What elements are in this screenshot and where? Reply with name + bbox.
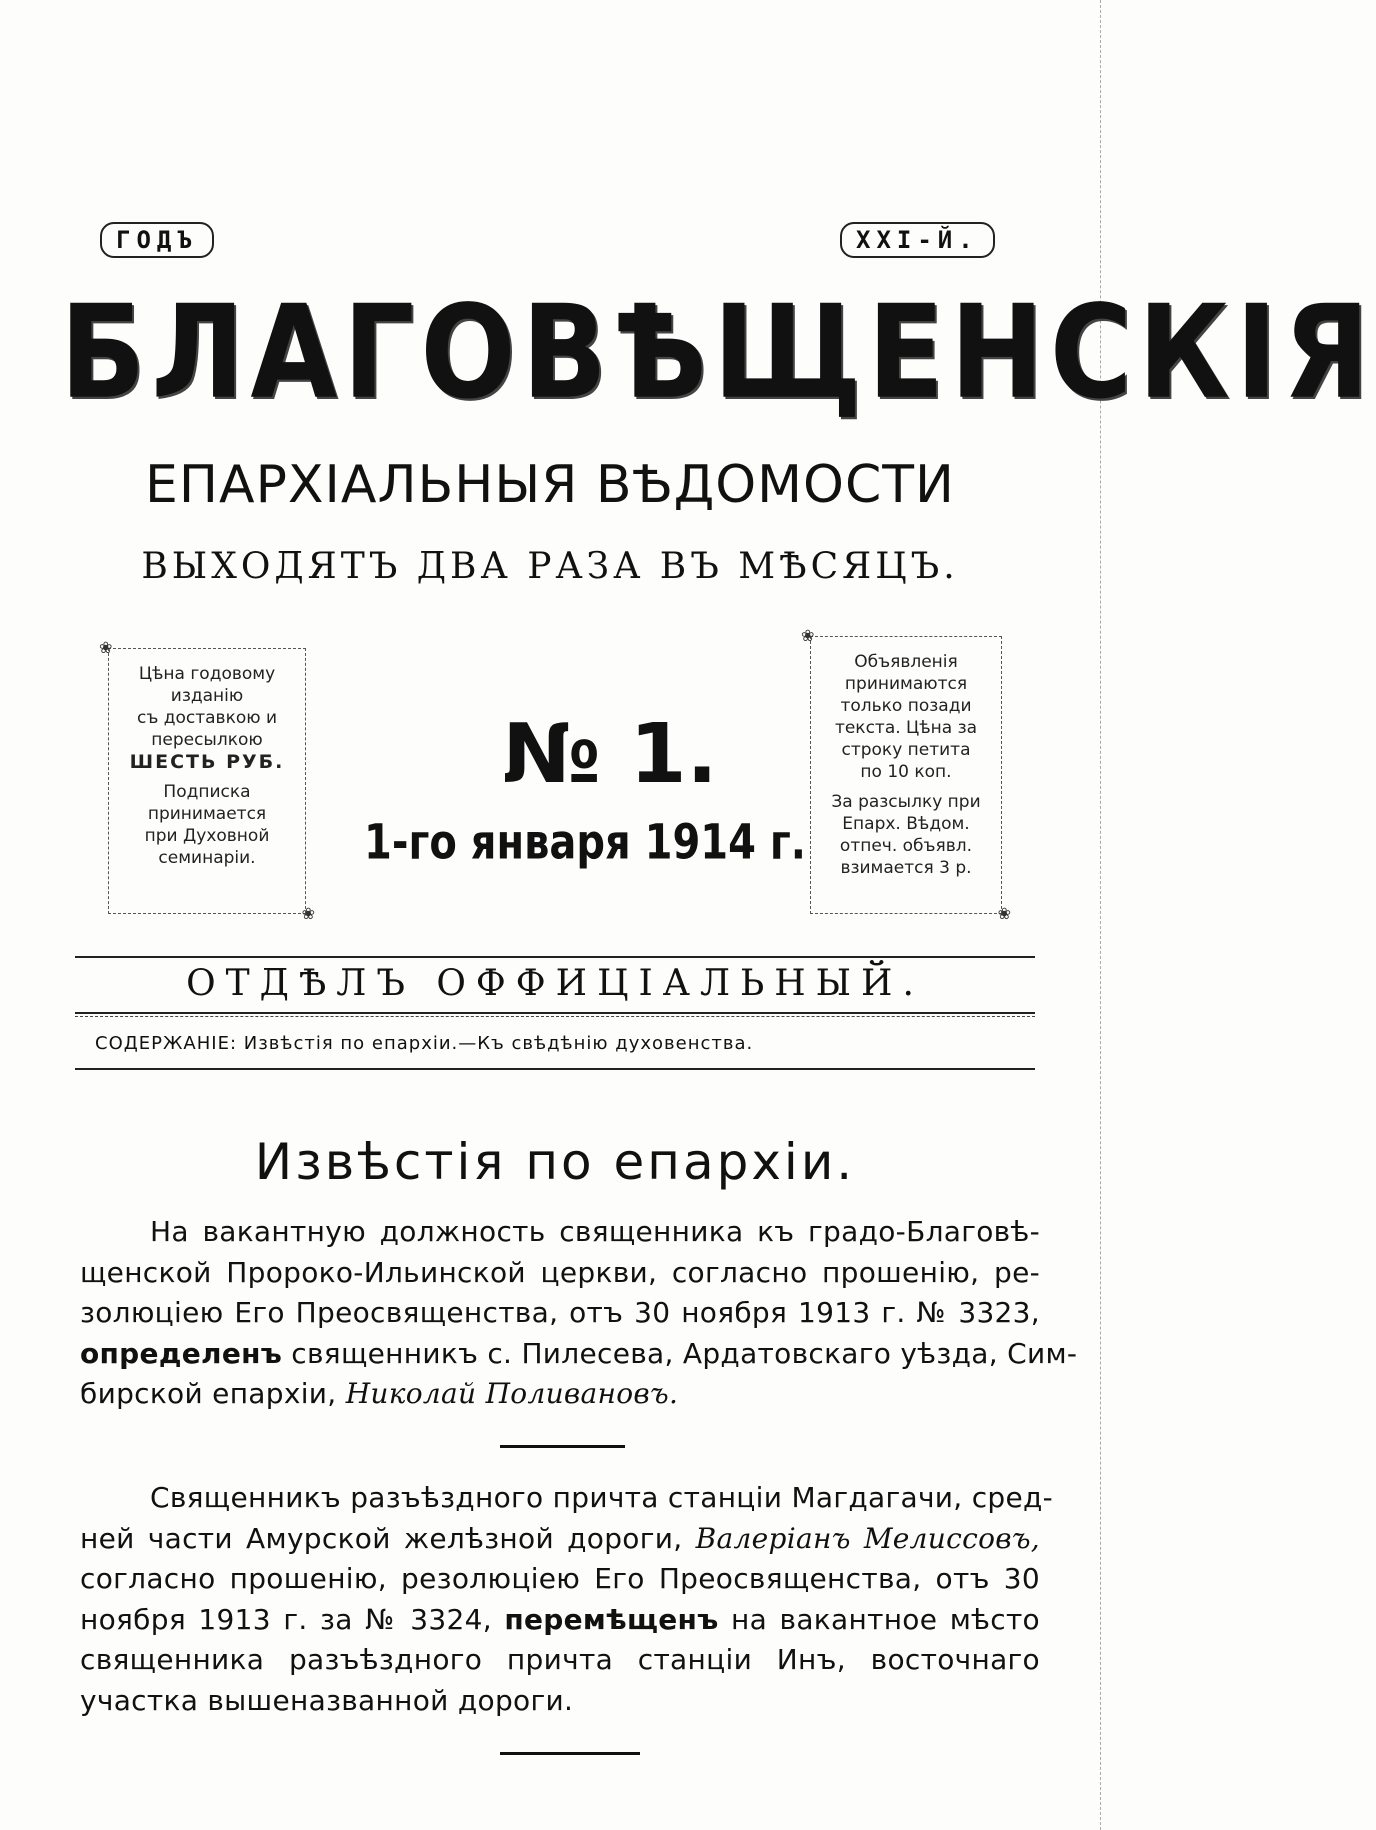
text-run: ней части Амурской желѣзной дороги, bbox=[80, 1521, 696, 1555]
issue-number: № 1. bbox=[502, 707, 718, 802]
price-box bbox=[108, 648, 306, 914]
ads-box bbox=[810, 636, 1002, 914]
text-line bbox=[80, 1519, 1040, 1560]
text-line bbox=[80, 1334, 1078, 1375]
person-name: Николай Поливановъ. bbox=[345, 1377, 679, 1410]
masthead-title: БЛАГОВѢЩЕНСКІЯ bbox=[60, 278, 1376, 428]
contents-line: СОДЕРЖАНІЕ: Извѣстія по епархіи.—Къ свѣдѣнію духовенства. bbox=[95, 1033, 754, 1054]
section-rule-dashed bbox=[75, 1016, 1035, 1017]
section-rule-bottom bbox=[75, 1068, 1035, 1070]
masthead-subtitle: ЕПАРХІАЛЬНЫЯ ВѢДОМОСТИ bbox=[145, 455, 955, 515]
year-label: ГОДЪ bbox=[100, 222, 214, 258]
subscription-line: семинаріи. bbox=[158, 848, 256, 868]
issue-date: 1-го января 1914 г. bbox=[364, 815, 806, 871]
text-run: ноября 1913 г. за № 3324, bbox=[80, 1602, 505, 1636]
section-title: ОТДѢЛЪ ОФФИЦІАЛЬНЫЙ. bbox=[186, 963, 924, 1004]
page-margin-line bbox=[1100, 0, 1101, 1830]
text-line: щенской Пророко-Ильинской церкви, согласно прошенію, ре- bbox=[80, 1255, 1040, 1289]
section-rule-middle bbox=[75, 1012, 1035, 1014]
text-line: священника разъѣздного причта станціи Инъ, восточнаго bbox=[80, 1643, 1040, 1676]
decision-word: перемѣщенъ bbox=[504, 1602, 719, 1636]
decision-word: определенъ bbox=[80, 1336, 283, 1370]
text-line bbox=[80, 1600, 1040, 1641]
article-paragraph-1 bbox=[80, 1212, 1078, 1415]
price-line: изданію bbox=[170, 686, 244, 706]
price-value: ШЕСТЬ РУБ. bbox=[129, 751, 285, 773]
price-line: пересылкою bbox=[151, 730, 263, 750]
ads-line: принимаются bbox=[844, 674, 968, 694]
price-line: съ доставкою и bbox=[136, 708, 278, 728]
ads-line: по 10 коп. bbox=[860, 762, 952, 782]
price-line: ❀ Цѣна годовому bbox=[138, 664, 276, 684]
ads-line: взимается 3 р. bbox=[840, 858, 972, 878]
text-line: участка вышеназванной дороги. bbox=[80, 1683, 574, 1717]
article-heading: Извѣстія по епархіи. bbox=[254, 1133, 856, 1191]
section-rule-top bbox=[75, 956, 1035, 958]
article-paragraph-2 bbox=[80, 1478, 1054, 1721]
text-run: священникъ с. Пилесева, Ардатовскаго уѣзда, Сим- bbox=[282, 1336, 1078, 1370]
text-line: согласно прошенію, резолюціею Его Преосвященства, отъ 30 bbox=[80, 1562, 1040, 1595]
text-run: бирской епархіи, bbox=[80, 1377, 346, 1410]
ads-line: отпеч. объявл. bbox=[839, 836, 973, 856]
year-number: XXI-Й. bbox=[840, 222, 995, 258]
ads-line: ❀ Объявленія bbox=[854, 652, 958, 672]
paragraph-divider bbox=[500, 1752, 640, 1755]
ads-line: только позади bbox=[840, 696, 972, 716]
publication-frequency: ВЫХОДЯТЪ ДВА РАЗА ВЪ МѢСЯЦЪ. bbox=[141, 546, 959, 587]
paragraph-divider bbox=[500, 1445, 625, 1448]
subscription-line: принимается bbox=[147, 804, 267, 824]
ads-line: За разсылку при bbox=[831, 792, 981, 812]
subscription-line: Подписка bbox=[163, 782, 251, 802]
ads-line: текста. Цѣна за bbox=[834, 718, 978, 738]
text-line: золюціею Его Преосвященства, отъ 30 ноября 1913 г. № 3323, bbox=[80, 1296, 1040, 1329]
text-line: Священникъ разъѣздного причта станціи Магдагачи, сред- bbox=[150, 1481, 1054, 1514]
text-line bbox=[80, 1374, 1040, 1415]
ads-line: Епарх. Вѣдом. bbox=[842, 814, 970, 834]
text-line: На вакантную должность священника къ градо-Благовѣ- bbox=[150, 1215, 1040, 1248]
person-name: Валеріанъ Мелиссовъ, bbox=[695, 1521, 1041, 1555]
subscription-line: при Духовной bbox=[144, 826, 270, 846]
text-run: на вакантное мѣсто bbox=[718, 1602, 1040, 1636]
ads-line: строку петита bbox=[841, 740, 971, 760]
